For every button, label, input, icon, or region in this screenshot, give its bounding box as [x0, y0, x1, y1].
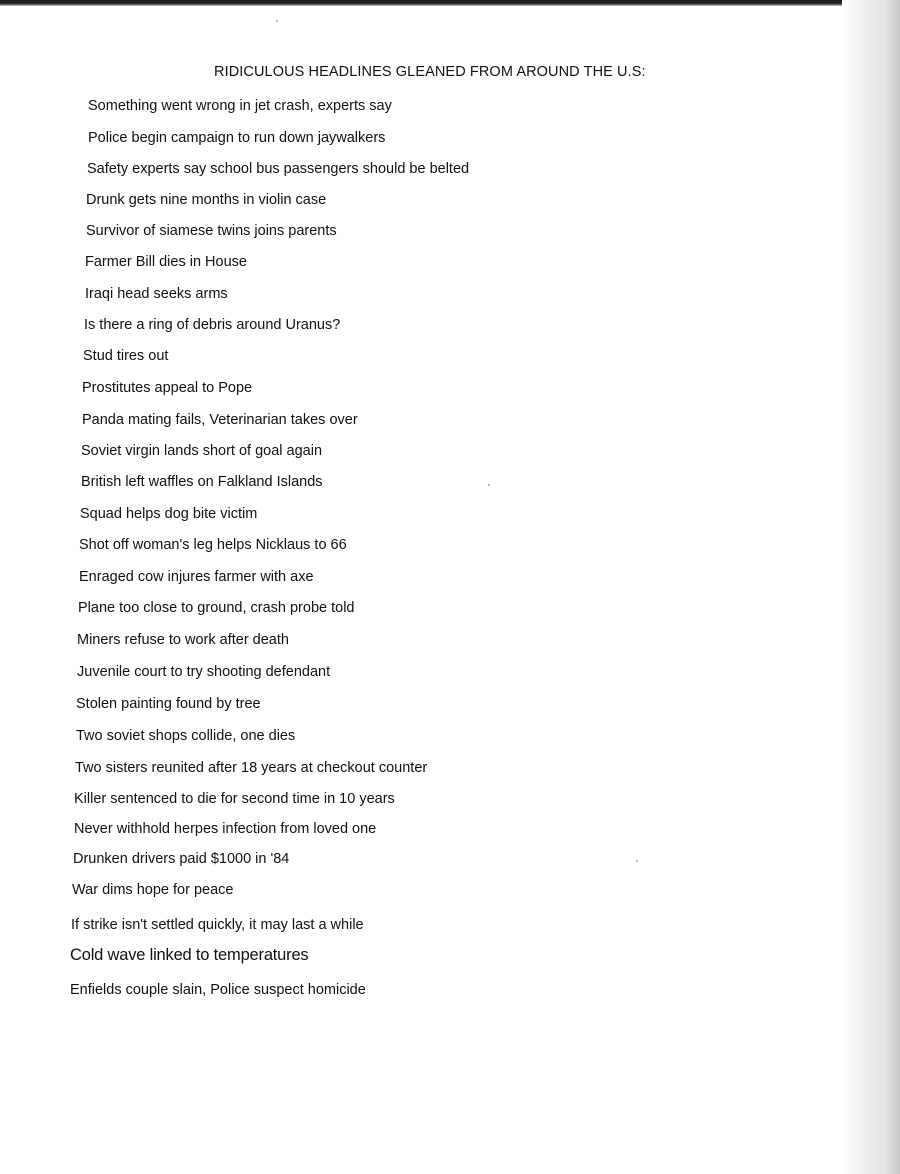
headline-item: Is there a ring of debris around Uranus?	[84, 317, 341, 333]
headline-item: Drunk gets nine months in violin case	[86, 192, 327, 208]
scan-top-edge	[0, 0, 900, 6]
scan-speck	[636, 860, 638, 862]
headline-item: British left waffles on Falkland Islands	[81, 474, 323, 490]
headline-item: Miners refuse to work after death	[77, 632, 289, 648]
headline-item: Killer sentenced to die for second time in 10 years	[74, 791, 395, 807]
headline-item: Shot off woman's leg helps Nicklaus to 66	[79, 537, 347, 553]
scan-speck	[488, 484, 490, 486]
headline-item: War dims hope for peace	[72, 882, 234, 898]
headline-item: Juvenile court to try shooting defendant	[77, 664, 331, 680]
headline-item: Prostitutes appeal to Pope	[82, 380, 253, 396]
headline-item: Iraqi head seeks arms	[85, 286, 228, 302]
scan-right-edge	[842, 0, 900, 1174]
headline-item: Enfields couple slain, Police suspect homicide	[70, 982, 366, 998]
headline-item: Stolen painting found by tree	[76, 696, 261, 712]
headline-item: Stud tires out	[83, 348, 169, 364]
headline-item: Safety experts say school bus passengers should be belted	[87, 161, 470, 177]
headline-item: Police begin campaign to run down jaywalkers	[88, 130, 386, 146]
headline-item: Something went wrong in jet crash, experts say	[88, 98, 392, 114]
headline-item: Survivor of siamese twins joins parents	[86, 223, 337, 239]
headline-item: If strike isn't settled quickly, it may last a while	[71, 917, 364, 933]
headline-item: Enraged cow injures farmer with axe	[79, 569, 314, 585]
scan-speck	[276, 20, 278, 22]
headline-item: Farmer Bill dies in House	[85, 254, 247, 270]
headline-item: Cold wave linked to temperatures	[70, 946, 309, 964]
headline-item: Panda mating fails, Veterinarian takes over	[82, 412, 358, 428]
headline-item: Never withhold herpes infection from loved one	[74, 821, 377, 837]
headline-item: Plane too close to ground, crash probe told	[78, 600, 355, 616]
headline-item: Drunken drivers paid $1000 in '84	[73, 851, 290, 867]
headline-item: Two sisters reunited after 18 years at checkout counter	[75, 760, 428, 776]
page-title: RIDICULOUS HEADLINES GLEANED FROM AROUND THE U.S:	[214, 64, 646, 80]
headline-item: Soviet virgin lands short of goal again	[81, 443, 323, 459]
headline-item: Squad helps dog bite victim	[80, 506, 258, 522]
headline-item: Two soviet shops collide, one dies	[76, 728, 296, 744]
